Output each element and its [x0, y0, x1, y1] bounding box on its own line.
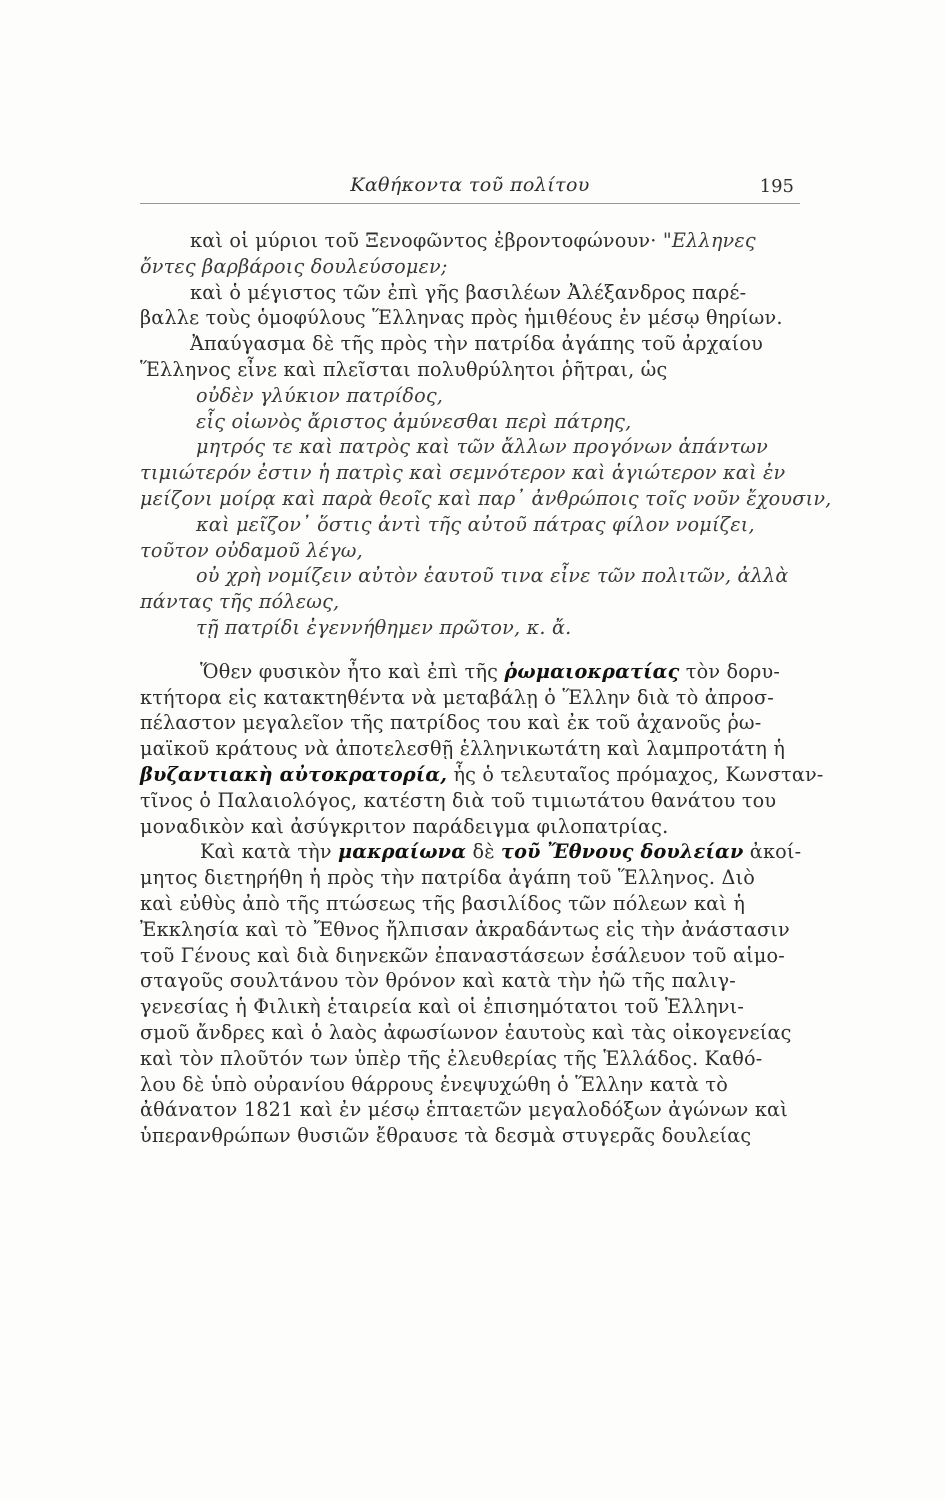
header-rule [140, 203, 800, 204]
text-span: Ἐκκλησία καὶ τὸ Ἔθνος ἤλπισαν ἀκραδάντως εἰς τὴν ἀνάστασιν [140, 917, 790, 941]
text-line [140, 589, 796, 615]
text-span: λου δὲ ὑπὸ οὐρανίου θάρρους ἐνεψυχώθη ὁ Ἕλλην κατὰ τὸ [140, 1072, 728, 1096]
text-line [140, 305, 796, 331]
text-span: μητος διετηρήθη ἡ πρὸς τὴν πατρίδα ἀγάπη τοῦ Ἕλληνος. Διὸ [140, 866, 756, 890]
quoted-text: μητρός τε καὶ πατρὸς καὶ τῶν ἄλλων προγόνων ἁπάντων [196, 435, 769, 459]
text-span: Καὶ κατὰ τὴν [200, 840, 339, 864]
text-span: κτήτορα εἰς κατακτηθέντα νὰ μεταβάλῃ ὁ Ἕλλην διὰ τὸ ἀπροσ- [140, 685, 774, 709]
text-line [140, 814, 796, 840]
text-line [140, 762, 824, 788]
text-line [140, 280, 796, 306]
text-line [140, 891, 796, 917]
text-span: βαλλε τοὺς ὁμοφύλους Ἕλληνας πρὸς ἡμιθέους ἐν μέσῳ θηρίων. [140, 306, 783, 330]
quoted-text: τῇ πατρίδι ἐγεννήθημεν πρῶτον, κ. ἄ. [196, 615, 572, 639]
text-line [140, 538, 796, 564]
text-span: δὲ [466, 840, 502, 864]
text-span: καὶ οἱ μύριοι τοῦ Ξενοφῶντος ἐβροντοφώνουν· [190, 229, 663, 252]
quoted-text: μείζονι μοίρᾳ καὶ παρὰ θεοῖς καὶ παρ᾽ ἀνθρώποις τοῖς νοῦν ἔχουσιν, [140, 486, 832, 510]
text-span: Ὅθεν φυσικὸν ἦτο καὶ ἐπὶ τῆς [200, 659, 505, 683]
paragraph-gap [140, 641, 796, 659]
text-span: μαϊκοῦ κράτους νὰ ἀποτελεσθῇ ἑλληνικωτάτη καὶ λαμπροτάτη ἡ [140, 737, 786, 761]
text-line [140, 1020, 796, 1046]
text-span: τοῦ Γένους καὶ διὰ διηνεκῶν ἐπαναστάσεων ἐσάλευον τοῦ αἱμο- [140, 943, 785, 967]
emphasis-text: βυζαντιακὴ αὐτοκρατορία, [140, 762, 448, 786]
text-span: τῖνος ὁ Παλαιολόγος, κατέστη διὰ τοῦ τιμιωτάτου θανάτου του [140, 788, 777, 812]
quoted-text: καὶ μεῖζον᾽ ὅστις ἀντὶ τῆς αὐτοῦ πάτρας φίλον νομίζει, [196, 512, 755, 536]
text-line [140, 383, 796, 409]
running-title: Καθήκοντα τοῦ πολίτου [350, 174, 590, 196]
page-number: 195 [759, 176, 794, 197]
text-line [140, 865, 796, 891]
text-line [140, 1123, 796, 1149]
text-span: ἀθάνατον 1821 καὶ ἐν μέσῳ ἑπταετῶν μεγαλοδόξων ἀγώνων καὶ [140, 1098, 788, 1122]
text-line [140, 254, 796, 280]
text-span: ἧς ὁ τελευταῖος πρόμαχος, Κωνσταν- [447, 762, 824, 786]
text-line [140, 486, 832, 512]
text-span: ἀκοί- [743, 840, 802, 864]
text-line [140, 460, 796, 486]
text-line [140, 228, 796, 254]
quoted-text: οὐ χρὴ νομίζειν αὐτὸν ἑαυτοῦ τινα εἶνε τῶν πολιτῶν, ἀλλὰ [196, 564, 789, 588]
text-line [140, 409, 796, 435]
text-line [140, 615, 796, 641]
text-line [140, 710, 796, 736]
text-line [140, 685, 796, 711]
quoted-text: πάντας τῆς πόλεως, [140, 590, 340, 614]
emphasis-text: ῥωμαιοκρατίας [504, 659, 680, 683]
quoted-text: "Ελληνες [662, 229, 756, 252]
text-span: καὶ τὸν πλοῦτόν των ὑπὲρ τῆς ἐλευθερίας τῆς Ἑλλάδος. Καθό- [140, 1046, 763, 1070]
text-span: πέλαστον μεγαλεῖον τῆς πατρίδος του καὶ ἐκ τοῦ ἀχανοῦς ῥω- [140, 711, 762, 735]
emphasis-text: τοῦ Ἔθνους δουλείαν [501, 840, 744, 864]
text-line [140, 968, 796, 994]
text-line [140, 1046, 796, 1072]
text-span: γενεσίας ἡ Φιλικὴ ἑταιρεία καὶ οἱ ἐπισημότατοι τοῦ Ἑλληνι- [140, 995, 745, 1019]
text-span: σταγοῦς σουλτάνου τὸν θρόνον καὶ κατὰ τὴν ἠῶ τῆς παλιγ- [140, 969, 736, 993]
text-span: Ἕλληνος εἶνε καὶ πλεῖσται πολυθρύλητοι ῥῆτραι, ὡς [140, 357, 668, 381]
quoted-text: ὄντες βαρβάροις δουλεύσομεν; [140, 254, 448, 278]
text-line [140, 839, 802, 865]
text-line [140, 788, 796, 814]
text-span: μοναδικὸν καὶ ἀσύγκριτον παράδειγμα φιλοπατρίας. [140, 814, 669, 838]
text-line [140, 943, 796, 969]
page-header [140, 172, 800, 200]
quoted-text: εἷς οἰωνὸς ἄριστος ἀμύνεσθαι περὶ πάτρης, [196, 409, 632, 433]
quoted-text: τοῦτον οὐδαμοῦ λέγω, [140, 538, 363, 562]
text-line [140, 331, 796, 357]
text-line [140, 357, 796, 383]
text-span: τὸν δορυ- [679, 659, 781, 683]
text-line [140, 659, 796, 685]
emphasis-text: μακραίωνα [338, 840, 467, 864]
text-line [140, 512, 796, 538]
text-span: ὑπερανθρώπων θυσιῶν ἔθραυσε τὰ δεσμὰ στυγερᾶς δουλείας [140, 1124, 752, 1148]
text-span: καὶ εὐθὺς ἀπὸ τῆς πτώσεως τῆς βασιλίδος τῶν πόλεων καὶ ἡ [140, 891, 746, 915]
text-line [140, 917, 796, 943]
text-span: καὶ ὁ μέγιστος τῶν ἐπὶ γῆς βασιλέων Ἀλέξανδρος παρέ- [190, 280, 747, 304]
body-text [140, 228, 832, 1149]
text-span: σμοῦ ἄνδρες καὶ ὁ λαὸς ἀφωσίωνον ἑαυτοὺς καὶ τὰς οἰκογενείας [140, 1020, 792, 1044]
text-line [140, 1072, 796, 1098]
text-span: Ἀπαύγασμα δὲ τῆς πρὸς τὴν πατρίδα ἀγάπης τοῦ ἀρχαίου [190, 332, 764, 356]
text-line [140, 736, 796, 762]
quoted-text: οὐδὲν γλύκιον πατρίδος, [196, 383, 444, 407]
text-line [140, 434, 796, 460]
quoted-text: τιμιώτερόν ἐστιν ἡ πατρὶς καὶ σεμνότερον καὶ ἁγιώτερον καὶ ἐν [140, 461, 786, 485]
text-line [140, 994, 796, 1020]
text-line [140, 1097, 796, 1123]
text-line [140, 563, 796, 589]
